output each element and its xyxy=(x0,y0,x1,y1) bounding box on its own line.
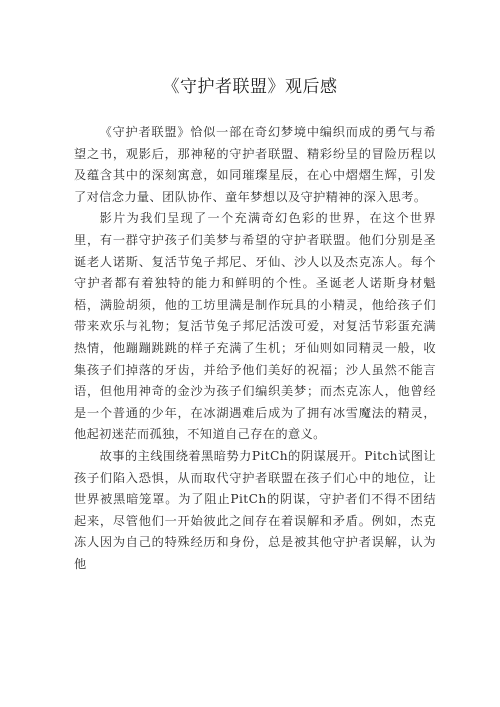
document-title: 《守护者联盟》观后感 xyxy=(162,77,338,97)
paragraph-2: 影片为我们呈现了一个充满奇幻色彩的世界，在这个世界里，有一群守护孩子们美梦与希望的守护者联盟。他们分别是圣诞老人诺斯、复活节兔子邦尼、牙仙、沙人以及杰克冻人。每个守护者都有着独特的能力和鲜明的个性。圣诞老人诺斯身材魁梧，满脸胡须，他的工坊里满是制作玩具的小精灵，他给孩子们带来欢乐与礼物；复活节兔子邦尼活泼可爱，对复活节彩蛋充满热情，他蹦蹦跳跳的样子充满了生机；牙仙则如同精灵一般，收集孩子们掉落的牙齿，并给予他们美好的祝福；沙人虽然不能言语，但他用神奇的金沙为孩子们编织美梦；而杰克冻人，他曾经是一个普通的少年，在冰湖遇难后成为了拥有冰雪魔法的精灵，他起初迷茫而孤独，不知道自己存在的意义。 xyxy=(74,211,436,442)
paragraph-1: 《守护者联盟》恰似一部在奇幻梦境中编织而成的勇气与希望之书，观影后，那神秘的守护者联盟、精彩纷呈的冒险历程以及蕴含其中的深刻寓意，如同璀璨星辰，在心中熠熠生辉，引发了对信念力量、团队协作、童年梦想以及守护精神的深入思考。 xyxy=(74,125,436,204)
document-body xyxy=(74,122,436,575)
paragraph-3: 故事的主线围绕着黑暗势力PitCh的阴谋展开。Pitch试图让孩子们陷入恐惧，从而取代守护者联盟在孩子们心中的地位，让世界被黑暗笼罩。为了阻止PitCh的阴谋，守护者们不得不团结起来，尽管他们一开始彼此之间存在着误解和矛盾。例如，杰克冻人因为自己的特殊经历和身份，总是被其他守护者误解，认为他 xyxy=(74,448,436,571)
